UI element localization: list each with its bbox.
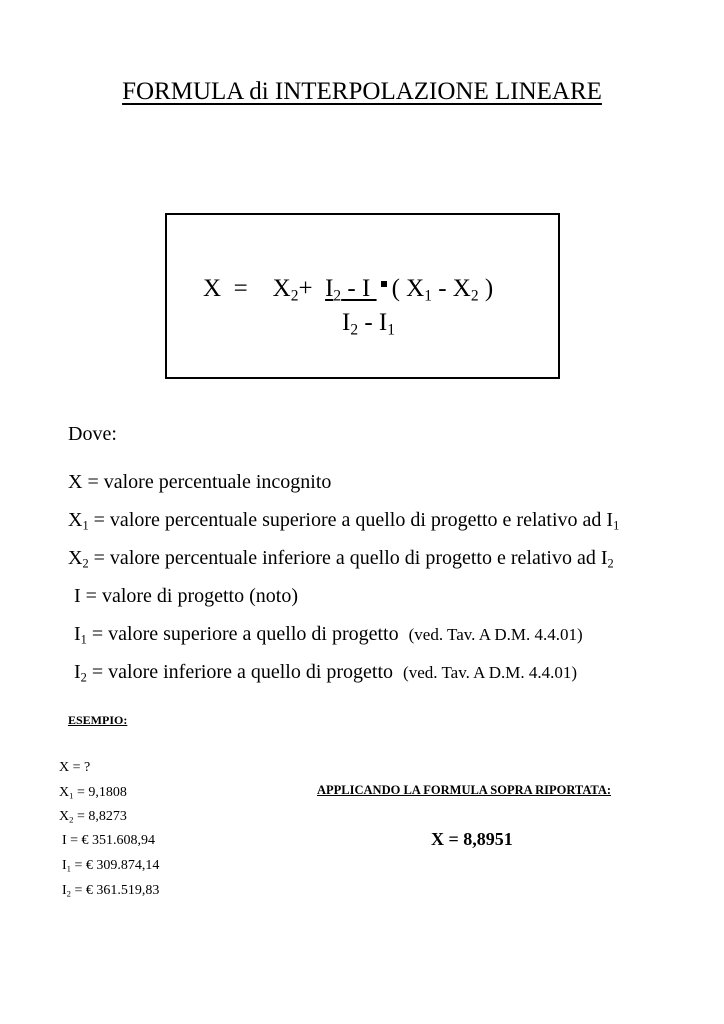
definition-i1: $I_1$ = valore superiore a quello di progetto (ved. Tav. A D.M. 4.4.01) (74, 623, 583, 647)
formula-plus: + (298, 275, 313, 302)
formula-denominator: $I_2 - I_1$ (342, 309, 395, 339)
formula-numerator-line: X = $X_2+ I_2 - I$ ( $X_1 - X_2$ ) (203, 275, 494, 305)
example-x1: $X_1 = 9,1808$ (59, 785, 127, 801)
definitions-heading: Dove: (68, 423, 117, 445)
formula-x: X (203, 275, 222, 302)
example-i2: $I_2$ = € 361.519,83 (62, 883, 160, 899)
definition-x1: $X_1$ = valore percentuale superiore a quello di progetto e relativo ad $I_1$ (68, 509, 620, 533)
example-x: X = ? (59, 760, 91, 775)
page-title: FORMULA di INTERPOLAZIONE LINEARE (122, 78, 602, 105)
definition-x: X = valore percentuale incognito (68, 471, 332, 493)
formula-x2: X (272, 275, 291, 302)
definition-i: I = valore di progetto (noto) (74, 585, 298, 607)
example-i1: $I_1$ = € 309.874,14 (62, 858, 160, 874)
definition-i2: $I_2$ = valore inferiore a quello di progetto (ved. Tav. A D.M. 4.4.01) (74, 661, 578, 685)
example-result: X = 8,8951 (431, 829, 513, 849)
definition-x2: $X_2$ = valore percentuale inferiore a quello di progetto e relativo ad $I_2$ (68, 547, 614, 571)
example-i: I = € 351.608,94 (62, 833, 156, 848)
apply-formula-label: APPLICANDO LA FORMULA SOPRA RIPORTATA: (317, 783, 612, 797)
multiply-dot-icon (381, 281, 387, 287)
formula-equals: = (233, 275, 248, 302)
example-x2: $X_2 = 8,8273$ (59, 809, 127, 825)
example-heading: ESEMPIO: (68, 713, 128, 727)
formula-numerator: $I_2$ - I (325, 275, 377, 305)
